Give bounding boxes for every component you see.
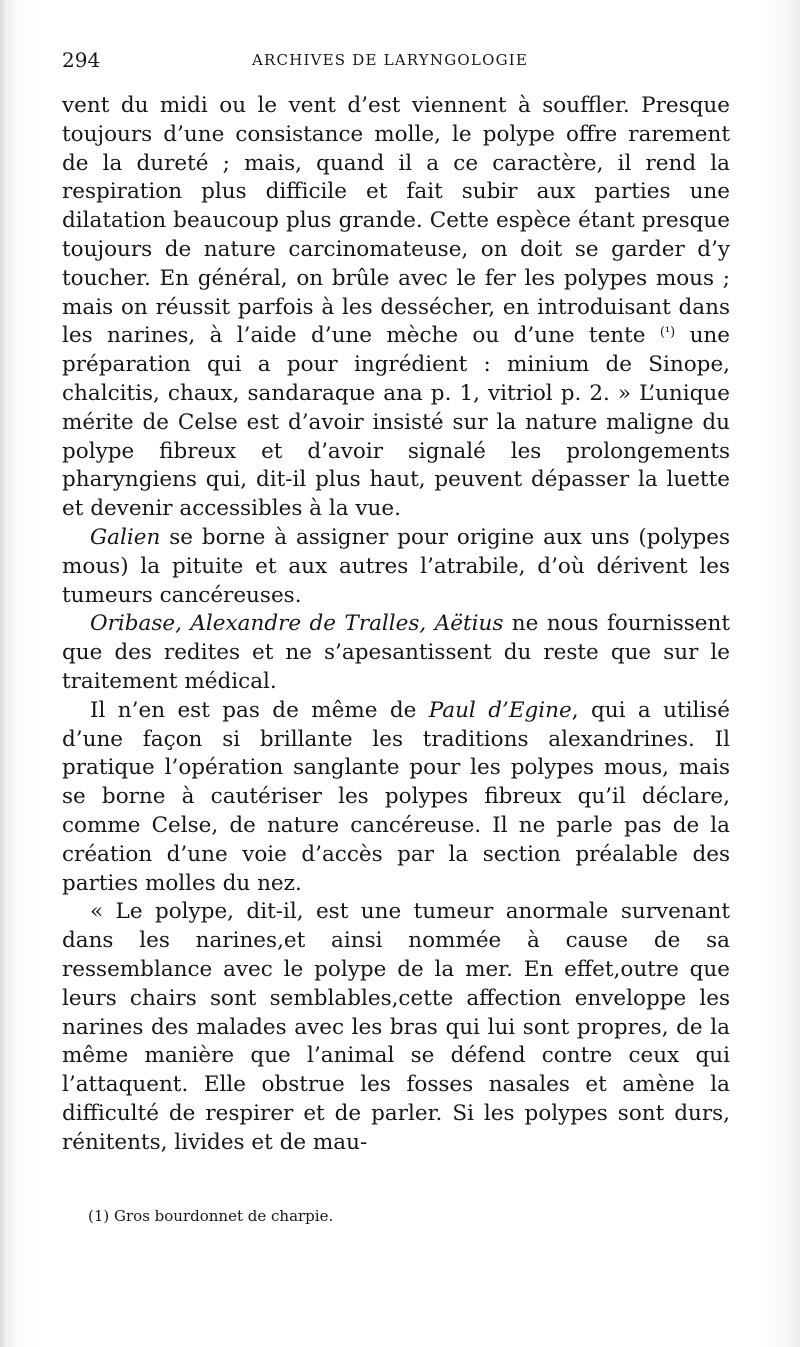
paragraph-galien — [62, 524, 730, 610]
author-names: Oribase, Alexandre de Tralles, Aëtius — [90, 611, 504, 637]
paragraph-text: vent du midi ou le vent d’est viennent à souffler. Presque toujours d’une consistance molle, le polype offre rarement de la dureté ; mais, quand il a ce caractère, il rend la respiration plus difficile et fait subir aux parties une dilatation beaucoup plus grande. Cette espèce étant presque toujours de nature carcinomateuse, on doit se garder d’y toucher. En général, on brûle avec le fer les polypes mous ; mais on réussit parfois à les dessécher, en introduisant dans les narines, à l’aide d’une mèche ou d’une tente — [62, 93, 730, 349]
paragraph-celse-continuation — [62, 92, 730, 524]
paragraph-text: ne nous fournissent que des redites et ne s’apesantissent du reste que sur le traitement médical. — [62, 611, 730, 694]
page-number: 294 — [62, 48, 101, 72]
author-name: Galien — [90, 524, 161, 550]
paragraph-text: , qui a utilisé d’une façon si brillante les traditions alexandrines. Il pratique l’opération sanglante pour les polypes mous, mais se borne à cautériser les polypes fibreux qu’il déclare, comme Celse, de nature cancéreuse. Il ne parle pas de la création d’une voie d’accès par la section préalable des parties molles du nez. — [62, 697, 730, 896]
paragraph-paul-degine — [62, 697, 730, 899]
paragraph-text: Il n’en est pas de même de — [90, 697, 429, 723]
paragraph-text: se borne à assigner pour origine aux uns (polypes mous) la pituite et aux autres l’atrabile, d’où dérivent les tumeurs cancéreuses. — [62, 524, 730, 608]
footnote-text: Gros bourdonnet de charpie. — [109, 1207, 334, 1225]
running-title: ARCHIVES DE LARYNGOLOGIE — [252, 51, 529, 69]
footnote — [88, 1206, 728, 1226]
footnote-marker: (1) — [88, 1207, 110, 1225]
paragraph-text: une préparation qui a pour ingrédient : minium de Sinope, chalcitis, chaux, sandaraque ana p. 1, vitriol p. 2. » L’unique mérite de Celse est d’avoir insisté sur la nature maligne du polype fibreux et d’avoir signalé les prolongements pharyngiens qui, dit-il plus haut, peuvent dépasser la luette et devenir accessibles à la vue. — [62, 323, 730, 522]
author-name: Paul d’Egine — [428, 697, 572, 723]
paragraph-oribase — [62, 610, 730, 696]
page-header — [62, 48, 738, 72]
paragraph-quotation — [62, 898, 730, 1157]
footnote-reference: (¹) — [659, 325, 676, 341]
body-text — [62, 92, 730, 1157]
paragraph-text: « Le polype, dit-il, est une tumeur anormale survenant dans les narines,et ainsi nommée à cause de sa ressemblance avec le polype de la mer. En effet,outre que leurs chairs sont semblables,cette affection enveloppe les narines des malades avec les bras qui lui sont propres, de la même manière que l’animal se défend contre ceux qui l’attaquent. Elle obstrue les fosses nasales et amène la difficulté de respirer et de parler. Si les polypes sont durs, rénitents, livides et de mau- — [62, 899, 730, 1155]
